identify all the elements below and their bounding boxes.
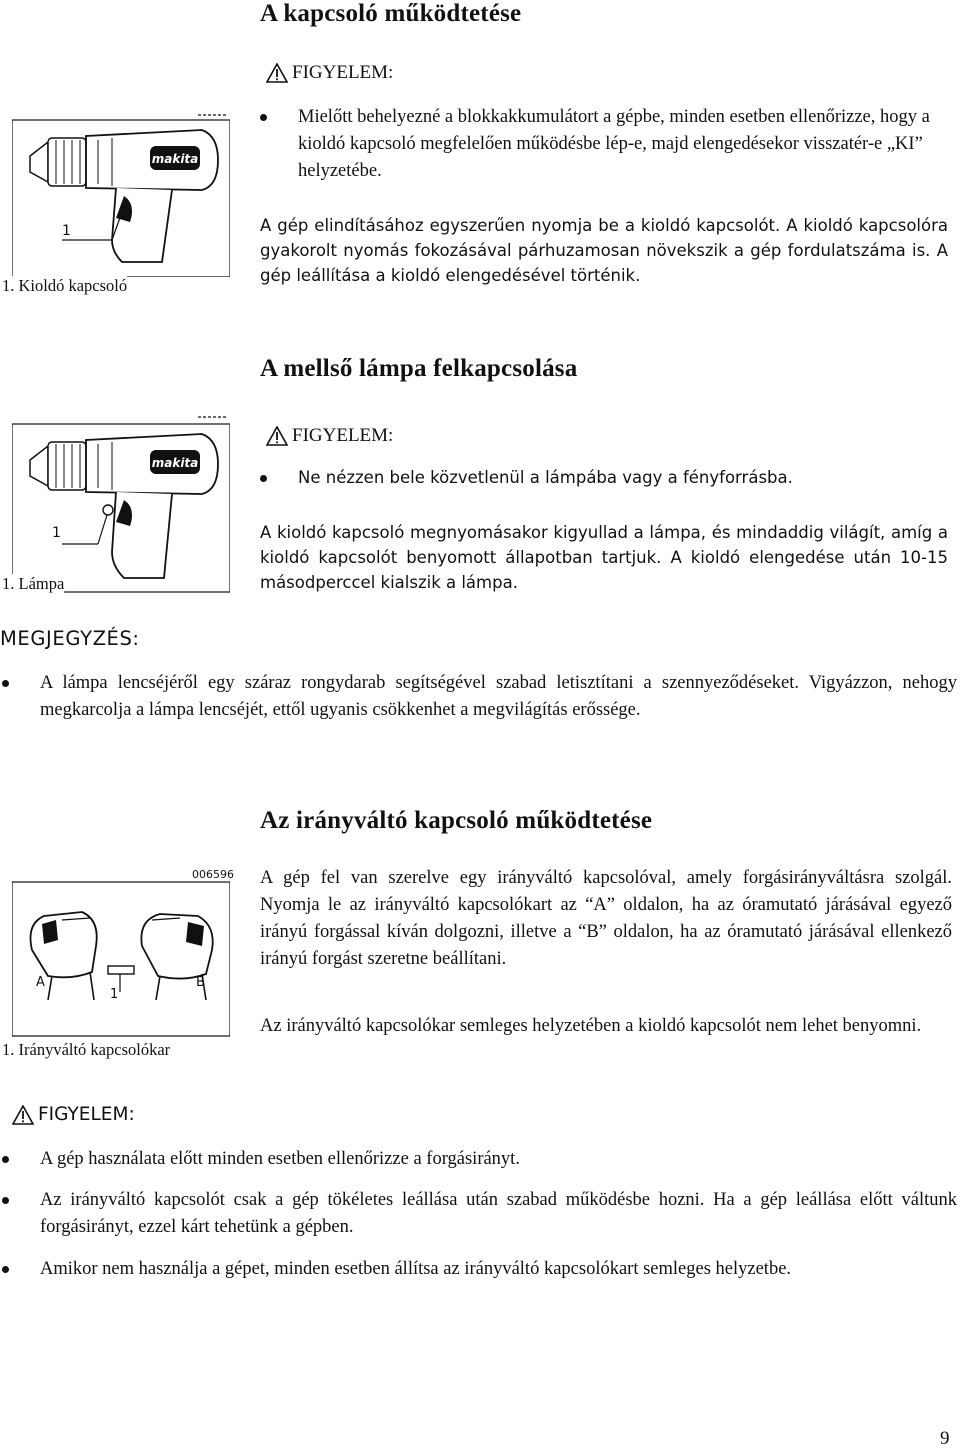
list-item — [2, 1187, 957, 1241]
warning-text: Amikor nem használja a gépet, minden esetben állítsa az irányváltó kapcsolókart semleges helyzetbe. — [40, 1259, 792, 1279]
figure-callout: 1 — [62, 223, 71, 239]
warning-triangle-icon — [266, 63, 288, 83]
list-item — [2, 1256, 957, 1283]
figure-label-a: A — [36, 975, 45, 990]
body-text: Az irányváltó kapcsolókar semleges helyzetében a kioldó kapcsolót nem lehet benyomni. — [260, 1016, 922, 1036]
list-item — [260, 104, 950, 185]
body-text: A kioldó kapcsoló megnyomásakor kigyullad a lámpa, és mindaddig világít, amíg a kioldó kapcsolót benyomott állapotban tartjuk. A kioldó elengedése után 10-15 másodperccel kialszik a lámpa. — [260, 523, 948, 592]
figure-caption: 1. Irányváltó kapcsolókar — [2, 1040, 171, 1059]
warning-heading — [12, 1104, 135, 1125]
warning-text: Mielőtt behelyezné a blokkakkumulátort a gépbe, minden esetben ellenőrizze, hogy a kioldó kapcsoló megfelelően működésbe lép-e, majd elengedésekor visszatér-e „KI” helyzetébe. — [298, 107, 930, 181]
warning-triangle-icon — [266, 426, 288, 446]
warning-heading — [266, 62, 393, 84]
figure-callout: 1 — [52, 525, 61, 541]
note-text: A lámpa lencséjéről egy száraz rongydarab segítségével szabad letisztítani a szennyeződéseket. Vigyázzon, nehogy megkarcolja a lámpa lencséjét, ettől ugyanis csökkenhet a megvilágítás erőssége. — [40, 673, 957, 720]
figure-caption: 1. Kioldó kapcsoló — [2, 276, 128, 295]
warning-heading — [266, 425, 393, 447]
section-title-reverse: Az irányváltó kapcsoló működtetése — [260, 807, 653, 834]
figure-callout: 1 — [110, 987, 119, 1002]
section-title-lamp: A mellső lámpa felkapcsolása — [260, 355, 578, 382]
drill-figure-reverse — [12, 880, 230, 1038]
warning-triangle-icon — [12, 1105, 34, 1125]
page-number: 9 — [940, 1428, 950, 1449]
body-text: A gép elindításához egyszerűen nyomja be a kioldó kapcsolót. A kioldó kapcsolóra gyakorolt nyomás fokozásával párhuzamosan növekszik a gép fordulatszáma is. A gép leállítása a kioldó elengedésével történik. — [260, 216, 948, 285]
list-item — [2, 670, 957, 724]
list-item — [260, 465, 950, 490]
warning-text: Az irányváltó kapcsolót csak a gép tökéletes leállása után szabad működésbe hozni. Ha a gép leállása előtt váltunk forgásirányt, ezzel kárt tehetünk a gépben. — [40, 1190, 957, 1237]
figure-code: 006596 — [192, 868, 234, 881]
body-text: A gép fel van szerelve egy irányváltó kapcsolóval, amely forgásirányváltásra szolgál. Nyomja le az irányváltó kapcsolókart az “A” oldalon, ha az óramutató járásával egyező irányú forgással kíván dolgozni, illetve a “B” oldalon, ha az óramutató járásával ellenkező irányú forgást szeretne beállítani. — [260, 868, 952, 969]
note-label: MEGJEGYZÉS: — [0, 627, 140, 650]
drill-figure-trigger — [12, 112, 230, 277]
warning-text: A gép használata előtt minden esetben ellenőrizze a forgásirányt. — [40, 1149, 520, 1169]
drill-figure-lamp — [12, 414, 230, 594]
figure-label-b: B — [196, 975, 205, 990]
figure-caption: 1. Lámpa — [2, 574, 65, 593]
warning-label: FIGYELEM: — [292, 62, 394, 83]
warning-label: FIGYELEM: — [38, 1104, 135, 1125]
svg-text:makita: makita — [151, 152, 199, 166]
list-item — [2, 1146, 957, 1173]
svg-text:makita: makita — [151, 456, 199, 470]
warning-text: Ne nézzen bele közvetlenül a lámpába vagy a fényforrásba. — [298, 468, 793, 487]
section-title-switch: A kapcsoló működtetése — [260, 0, 522, 27]
warning-label: FIGYELEM: — [292, 425, 394, 446]
